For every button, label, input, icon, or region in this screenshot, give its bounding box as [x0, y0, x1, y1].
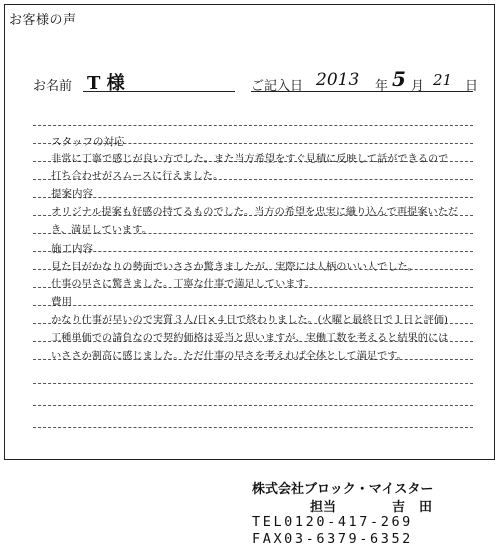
- date-underline: [251, 91, 473, 92]
- ruled-line: [33, 305, 473, 306]
- comment-line: かなり仕事が早いので実質３人/日×４日で終わりました。(火曜と最終日で１日と評価): [51, 315, 448, 326]
- comment-line: 打ち合わせがスムースに行えました。: [51, 171, 224, 182]
- rep-name: 吉田: [392, 500, 447, 515]
- section-heading-proposal: 提案内容: [51, 188, 93, 200]
- customer-name: T 様: [87, 73, 125, 94]
- section-heading-construction: 施工内容: [51, 243, 93, 255]
- date-label: ご記入日: [251, 79, 304, 94]
- year-unit: 年: [375, 79, 389, 94]
- form-title: お客様の声: [9, 13, 77, 28]
- ruled-line: [33, 383, 473, 384]
- name-label: お名前: [33, 79, 73, 94]
- section-heading-staff: スタッフの対応: [51, 136, 125, 148]
- ruled-line: [33, 427, 473, 428]
- name-date-row: [33, 67, 479, 94]
- date-year: 2013: [316, 70, 360, 90]
- ruled-line: [33, 197, 473, 198]
- comment-line: オリジナル提案も好感の持てるものでした。当方の希望を忠実に織り込んで再提案いただ: [51, 207, 458, 218]
- day-unit: 日: [465, 79, 479, 94]
- comment-line: いささか割高に感じました。ただ仕事の早さを考えれば全体として満足です。: [51, 351, 407, 362]
- phone-number: TEL0120-417-269: [252, 514, 413, 530]
- feedback-form: [4, 4, 495, 460]
- comment-line: 工種単価での請負なので契約価格は妥当と思いますが、実働工数を考えると結果的には: [51, 333, 449, 344]
- ruled-line: [33, 405, 473, 406]
- comment-line: 見た目がかなりの勢面でいささか驚きましたが、実際には人柄のいい人でした。: [51, 262, 418, 273]
- section-heading-cost: 費用: [51, 296, 72, 308]
- fax-number: FAX03-6379-6352: [252, 531, 413, 547]
- rep-label: 担当: [310, 500, 337, 515]
- ruled-line: [33, 251, 473, 252]
- date-day: 21: [433, 71, 453, 89]
- comment-line: 仕事の早さに驚きました。丁寧な仕事で満足しています。: [51, 279, 316, 290]
- comment-line: 非常に丁寧で感じが良い方でした。また当方希望をすぐ見積に反映して話ができるので: [51, 154, 449, 165]
- month-unit: 月: [411, 79, 425, 94]
- date-month: 5: [392, 67, 406, 91]
- name-underline: [83, 91, 235, 92]
- comment-line: き、満足しています。: [51, 225, 152, 236]
- ruled-line: [33, 125, 473, 126]
- company-name: 株式会社ブロック・マイスター: [252, 482, 434, 497]
